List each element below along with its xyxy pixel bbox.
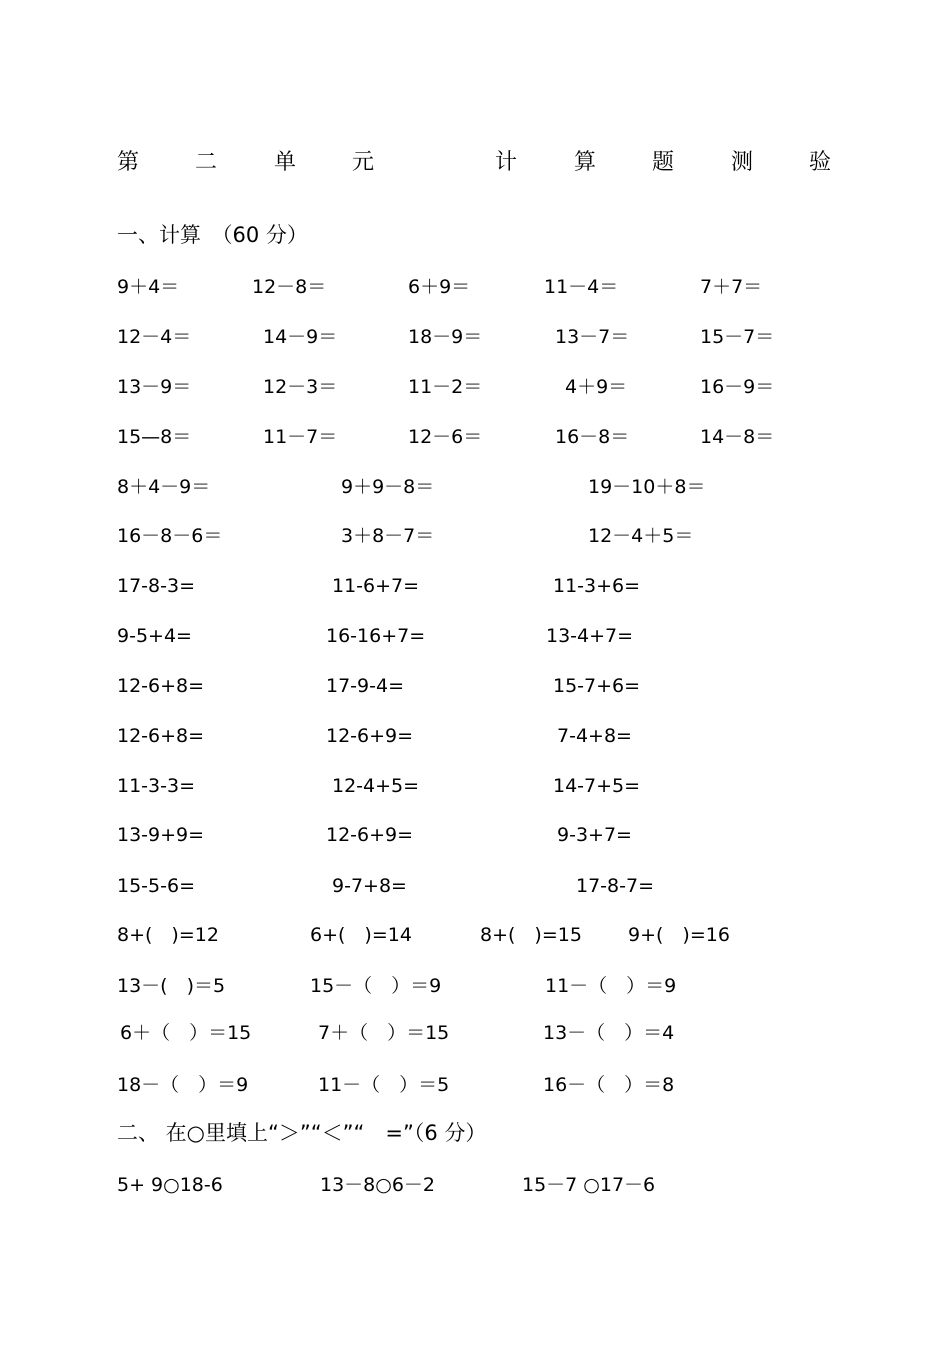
title-char: 二 xyxy=(195,150,218,175)
section-2-heading: 二、 在○里填上“＞”“＜”“ =”（6 分） xyxy=(117,1121,487,1145)
problem: 13-9+9= xyxy=(117,824,205,846)
problem: 11-3-3= xyxy=(117,775,195,797)
problem: 9-5+4= xyxy=(117,625,192,647)
fill-blank-problem: 8+( )=12 xyxy=(117,924,219,946)
title-char: 计 xyxy=(495,150,518,175)
problem: 17-8-7= xyxy=(576,875,654,897)
problem: 15-5-6= xyxy=(117,875,195,897)
problem: 15—8＝ xyxy=(117,426,192,448)
fill-blank-problem: 13－（ ）＝4 xyxy=(543,1022,675,1044)
problem: 17-8-3= xyxy=(117,575,195,597)
problem: 13－9＝ xyxy=(117,376,192,398)
problem: 7＋7＝ xyxy=(700,276,763,298)
problem: 6＋9＝ xyxy=(408,276,471,298)
problem: 12-4+5= xyxy=(332,775,420,797)
problem: 11－4＝ xyxy=(544,276,619,298)
section-1-heading: 一、计算 （60 分） xyxy=(117,223,308,247)
fill-blank-problem: 7＋（ ）＝15 xyxy=(318,1022,450,1044)
problem: 7-4+8= xyxy=(557,725,632,747)
problem: 13-4+7= xyxy=(546,625,634,647)
problem: 16-16+7= xyxy=(326,625,426,647)
fill-blank-problem: 6＋（ ）＝15 xyxy=(120,1022,252,1044)
problem: 9-3+7= xyxy=(557,824,632,846)
problem: 12－4＋5＝ xyxy=(588,525,694,547)
problem: 12－4＝ xyxy=(117,326,192,348)
comparison-problem: 15－7 ○17－6 xyxy=(522,1174,656,1196)
fill-blank-problem: 18－（ ）＝9 xyxy=(117,1074,249,1096)
comparison-problem: 13－8○6－2 xyxy=(320,1174,436,1196)
fill-blank-problem: 13－( )＝5 xyxy=(117,975,226,997)
problem: 15-7+6= xyxy=(553,675,641,697)
problem: 17-9-4= xyxy=(326,675,404,697)
problem: 14－9＝ xyxy=(263,326,338,348)
problem: 19－10＋8＝ xyxy=(588,476,706,498)
problem: 16－8＝ xyxy=(555,426,630,448)
problem: 16－9＝ xyxy=(700,376,775,398)
problem: 12－6＝ xyxy=(408,426,483,448)
comparison-problem: 5+ 9○18-6 xyxy=(117,1174,223,1196)
fill-blank-problem: 8+( )=15 xyxy=(480,924,582,946)
title-char: 验 xyxy=(809,150,832,175)
title-char: 元 xyxy=(352,150,375,175)
problem: 12-6+9= xyxy=(326,824,414,846)
title-char: 单 xyxy=(274,150,297,175)
fill-blank-problem: 16－（ ）＝8 xyxy=(543,1074,675,1096)
title-char: 测 xyxy=(731,150,754,175)
problem: 9-7+8= xyxy=(332,875,407,897)
title-char: 算 xyxy=(574,150,597,175)
problem: 11-6+7= xyxy=(332,575,420,597)
problem: 15－7＝ xyxy=(700,326,775,348)
problem: 12－8＝ xyxy=(252,276,327,298)
problem: 11－7＝ xyxy=(263,426,338,448)
problem: 12-6+8= xyxy=(117,725,205,747)
problem: 12－3＝ xyxy=(263,376,338,398)
problem: 14－8＝ xyxy=(700,426,775,448)
problem: 9＋4＝ xyxy=(117,276,180,298)
problem: 4＋9＝ xyxy=(565,376,628,398)
fill-blank-problem: 15－（ ）＝9 xyxy=(310,975,442,997)
problem: 16－8－6＝ xyxy=(117,525,223,547)
problem: 12-6+9= xyxy=(326,725,414,747)
problem: 9＋9－8＝ xyxy=(341,476,435,498)
fill-blank-problem: 6+( )=14 xyxy=(310,924,412,946)
title-char: 题 xyxy=(652,150,675,175)
problem: 18－9＝ xyxy=(408,326,483,348)
fill-blank-problem: 9+( )=16 xyxy=(628,924,730,946)
problem: 11-3+6= xyxy=(553,575,641,597)
problem: 14-7+5= xyxy=(553,775,641,797)
problem: 12-6+8= xyxy=(117,675,205,697)
title-char: 第 xyxy=(117,150,140,175)
fill-blank-problem: 11－（ ）＝9 xyxy=(545,975,677,997)
problem: 3＋8－7＝ xyxy=(341,525,435,547)
fill-blank-problem: 11－（ ）＝5 xyxy=(318,1074,450,1096)
problem: 13－7＝ xyxy=(555,326,630,348)
problem: 8＋4－9＝ xyxy=(117,476,211,498)
problem: 11－2＝ xyxy=(408,376,483,398)
